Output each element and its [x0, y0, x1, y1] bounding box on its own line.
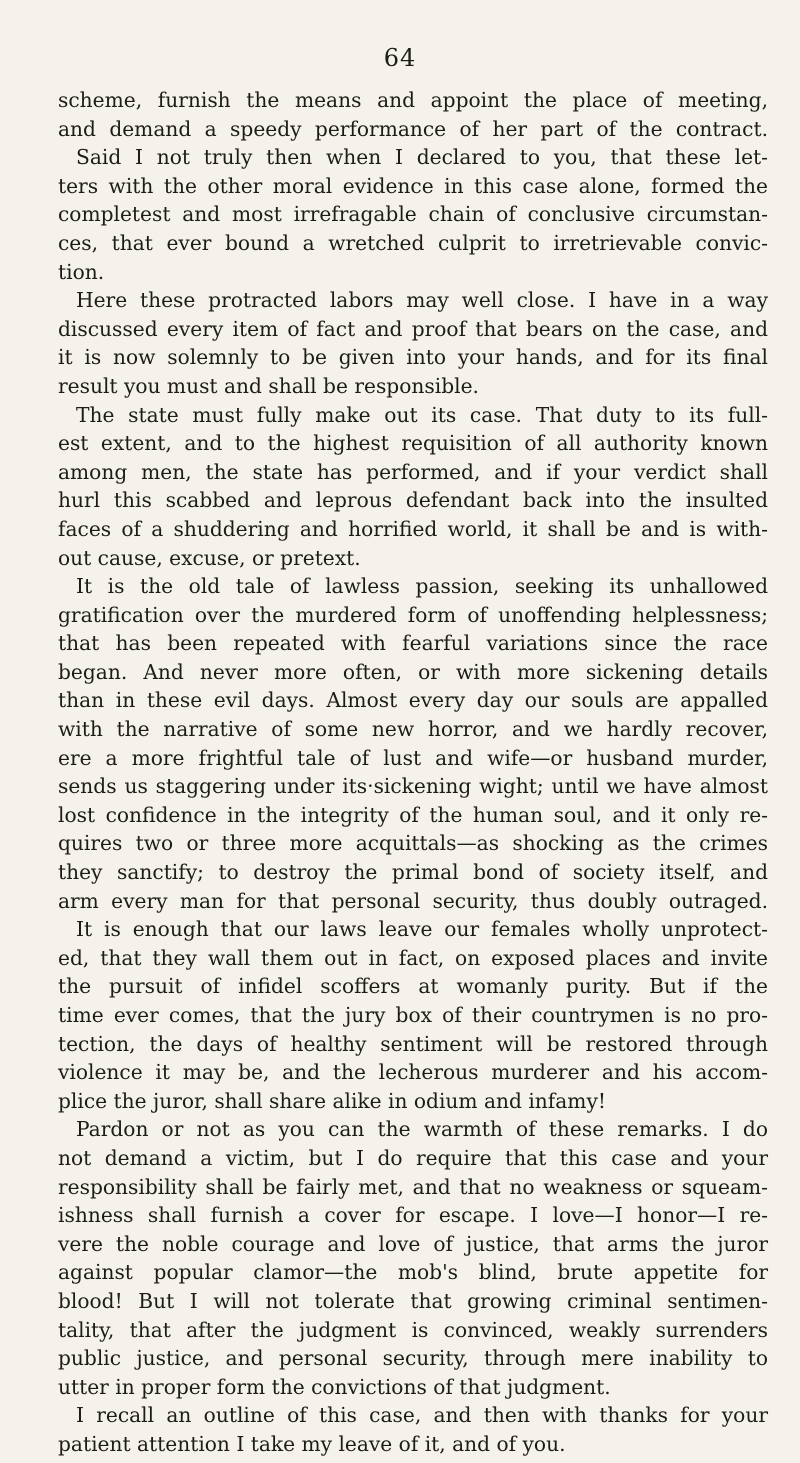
text-line: ters with the other moral evidence in this case alone, formed the: [58, 173, 768, 198]
text-line: I recall an outline of this case, and then with thanks for your: [76, 1403, 768, 1428]
text-line: faces of a shuddering and horrified world, it shall be and is with-: [58, 516, 768, 541]
text-line: scheme, furnish the means and appoint the place of meeting,: [58, 88, 768, 112]
text-line: utter in proper form the convictions of that judgment.: [58, 1374, 611, 1399]
text-line: out cause, excuse, or pretext.: [58, 545, 361, 570]
text-line: ces, that ever bound a wretched culprit to irretrievable convic-: [58, 230, 768, 255]
text-line: discussed every item of fact and proof that bears on the case, and: [58, 316, 768, 341]
text-line: than in these evil days. Almost every day our souls are appalled: [58, 688, 768, 713]
text-line: blood! But I will not tolerate that growing criminal sentimen-: [58, 1288, 768, 1313]
text-line: time ever comes, that the jury box of their countrymen is no pro-: [58, 1003, 768, 1027]
page-number: 64: [383, 44, 417, 72]
text-line: plice the juror, shall share alike in odium and infamy!: [58, 1088, 606, 1113]
text-line: Said I not truly then when I declared to you, that these let-: [76, 145, 768, 170]
text-line: result you must and shall be responsible.: [58, 373, 479, 398]
text-line: It is the old tale of lawless passion, seeking its unhallowed: [76, 574, 768, 599]
text-line: against popular clamor—the mob's blind, brute appetite for: [58, 1260, 768, 1285]
text-line: public justice, and personal security, through mere inability to: [58, 1346, 768, 1371]
text-line: gratification over the murdered form of unoffending helplessness;: [58, 602, 768, 627]
text-line: began. And never more often, or with more sickening details: [58, 659, 768, 684]
text-line: that has been repeated with fearful variations since the race: [58, 631, 768, 656]
text-line: and demand a speedy performance of her part of the contract.: [58, 116, 768, 141]
text-line: violence it may be, and the lecherous murderer and his accom-: [58, 1060, 768, 1085]
text-line: hurl this scabbed and leprous defendant back into the insulted: [58, 488, 768, 513]
text-line: among men, the state has performed, and if your verdict shall: [58, 459, 768, 484]
text-line: quires two or three more acquittals—as shocking as the crimes: [58, 831, 768, 856]
text-line: the pursuit of infidel scoffers at womanly purity. But if the: [58, 974, 768, 999]
text-line: sends us staggering under its·sickening wight; until we have almost: [58, 774, 768, 799]
text-line: ed, that they wall them out in fact, on exposed places and invite: [58, 945, 768, 970]
text-line: completest and most irrefragable chain of conclusive circumstan-: [58, 202, 768, 227]
text-line: tion.: [58, 259, 105, 284]
text-line: patient attention I take my leave of it, and of you.: [58, 1431, 566, 1456]
text-line: arm every man for that personal security, thus doubly outraged.: [58, 888, 768, 913]
text-line: it is now solemnly to be given into your hands, and for its final: [58, 345, 768, 370]
text-line: est extent, and to the highest requisition of all authority known: [58, 431, 768, 456]
text-line: not demand a victim, but I do require that this case and your: [58, 1145, 768, 1170]
text-line: It is enough that our laws leave our females wholly unprotect-: [76, 917, 768, 942]
text-line: with the narrative of some new horror, and we hardly recover,: [58, 717, 768, 742]
text-line: Pardon or not as you can the warmth of these remarks. I do: [76, 1117, 768, 1142]
text-line: lost confidence in the integrity of the human soul, and it only re-: [58, 802, 768, 827]
text-line: ere a more frightful tale of lust and wife—or husband murder,: [58, 745, 768, 770]
text-line: tection, the days of healthy sentiment will be restored through: [58, 1031, 768, 1056]
text-line: vere the noble courage and love of justice, that arms the juror: [58, 1231, 768, 1256]
text-line: The state must fully make out its case. That duty to its full-: [76, 402, 768, 427]
text-line: ishness shall furnish a cover for escape. I love—I honor—I re-: [58, 1203, 768, 1228]
text-line: Here these protracted labors may well close. I have in a way: [76, 288, 768, 313]
text-line: tality, that after the judgment is convinced, weakly surrenders: [58, 1317, 768, 1342]
body-text: [58, 86, 768, 1459]
text-line: they sanctify; to destroy the primal bond of society itself, and: [58, 860, 768, 885]
text-line: responsibility shall be fairly met, and that no weakness or squeam-: [58, 1174, 768, 1199]
